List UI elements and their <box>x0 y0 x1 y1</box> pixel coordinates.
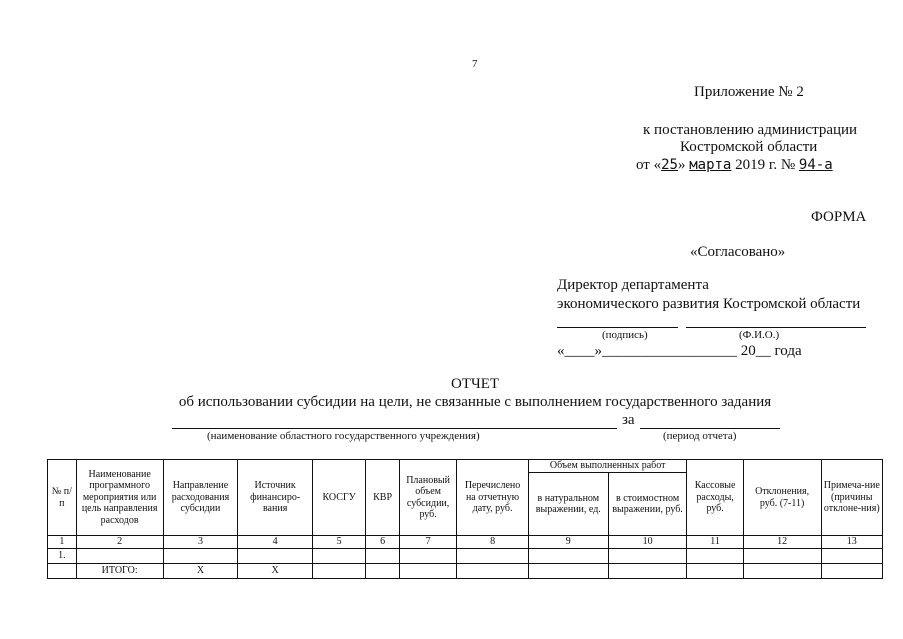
header-volume-group: Объем выполненных работ <box>528 460 687 473</box>
col-number: 2 <box>76 536 163 549</box>
signature-label: (подпись) <box>602 329 648 341</box>
header-name: Наименование программного мероприятия или цель направления расходов <box>76 460 163 536</box>
header-kosgu: КОСГУ <box>312 460 365 536</box>
col-number: 6 <box>366 536 400 549</box>
col-number: 8 <box>457 536 529 549</box>
table-cell: Х <box>163 564 238 579</box>
date-prefix: от « <box>636 157 662 173</box>
table-cell: Х <box>238 564 313 579</box>
header-note: Примеча-ние (причины отклоне-ния) <box>821 460 883 536</box>
date-month: марта <box>689 157 732 173</box>
decree-number: 94-а <box>798 157 833 173</box>
date-day: 25 <box>661 157 678 173</box>
table-cell <box>821 549 883 564</box>
table-cell <box>48 564 77 579</box>
page-number: 7 <box>472 58 478 70</box>
col-number: 4 <box>238 536 313 549</box>
header-transferred: Перечислено на отчетную дату, руб. <box>457 460 529 536</box>
annex-title: Приложение № 2 <box>694 84 804 100</box>
table-cell <box>687 549 743 564</box>
fio-label: (Ф.И.О.) <box>739 329 780 341</box>
table-cell <box>687 564 743 579</box>
header-source: Источник финансиро-вания <box>238 460 313 536</box>
table-cell <box>528 549 608 564</box>
institution-label: (наименование областного государственного учреждения) <box>207 430 480 442</box>
table-row <box>48 549 883 564</box>
annex-date-line <box>636 157 833 174</box>
institution-line <box>172 428 617 429</box>
col-number: 9 <box>528 536 608 549</box>
header-cost: в стоимостном выражении, руб. <box>608 473 687 536</box>
fio-line <box>686 327 866 328</box>
table-cell <box>366 549 400 564</box>
col-number: 12 <box>743 536 821 549</box>
col-number: 10 <box>608 536 687 549</box>
column-number-row <box>48 536 883 549</box>
table-cell <box>743 549 821 564</box>
table-cell <box>528 564 608 579</box>
header-cash: Кассовые расходы, руб. <box>687 460 743 536</box>
total-row <box>48 564 883 579</box>
table-cell <box>457 549 529 564</box>
col-number: 1 <box>48 536 77 549</box>
form-label: ФОРМА <box>811 209 867 225</box>
annex-line-2: Костромской области <box>680 139 818 155</box>
header-row-1 <box>48 460 883 473</box>
table-cell <box>76 549 163 564</box>
table-cell <box>163 549 238 564</box>
table-cell <box>312 549 365 564</box>
period-za-label: за <box>622 412 635 428</box>
table-cell <box>238 549 313 564</box>
report-subtitle: об использовании субсидии на цели, не связанные с выполнением государственного задания <box>178 394 772 410</box>
header-kvr: КВР <box>366 460 400 536</box>
table-cell <box>399 549 456 564</box>
table-cell <box>312 564 365 579</box>
table-cell: 1. <box>48 549 77 564</box>
date-mid: » <box>677 157 690 173</box>
signature-line <box>557 327 678 328</box>
header-direction: Направление расходования субсидии <box>163 460 238 536</box>
table-cell <box>608 549 687 564</box>
col-number: 7 <box>399 536 456 549</box>
table-cell <box>743 564 821 579</box>
annex-line-1: к постановлению администрации <box>643 122 858 138</box>
col-number: 5 <box>312 536 365 549</box>
period-label: (период отчета) <box>663 430 737 442</box>
header-natural: в натуральном выражении, ед. <box>528 473 608 536</box>
header-planned: Плановый объем субсидии, руб. <box>399 460 456 536</box>
period-line <box>640 428 780 429</box>
approval-date-line: «____»__________________ 20__ года <box>557 343 802 359</box>
agreed-label: «Согласовано» <box>690 244 786 260</box>
director-line-1: Директор департамента <box>557 277 709 293</box>
report-table <box>47 459 883 579</box>
table-cell <box>366 564 400 579</box>
table-cell <box>821 564 883 579</box>
report-title: ОТЧЕТ <box>450 376 500 392</box>
table-cell <box>608 564 687 579</box>
col-number: 13 <box>821 536 883 549</box>
director-line-2: экономического развития Костромской области <box>557 296 861 312</box>
col-number: 3 <box>163 536 238 549</box>
header-num: № п/п <box>48 460 77 536</box>
header-deviation: Отклонения, руб. (7-11) <box>743 460 821 536</box>
total-label: ИТОГО: <box>76 564 163 579</box>
col-number: 11 <box>687 536 743 549</box>
date-year: 2019 г. № <box>731 157 799 173</box>
table-cell <box>399 564 456 579</box>
table-cell <box>457 564 529 579</box>
